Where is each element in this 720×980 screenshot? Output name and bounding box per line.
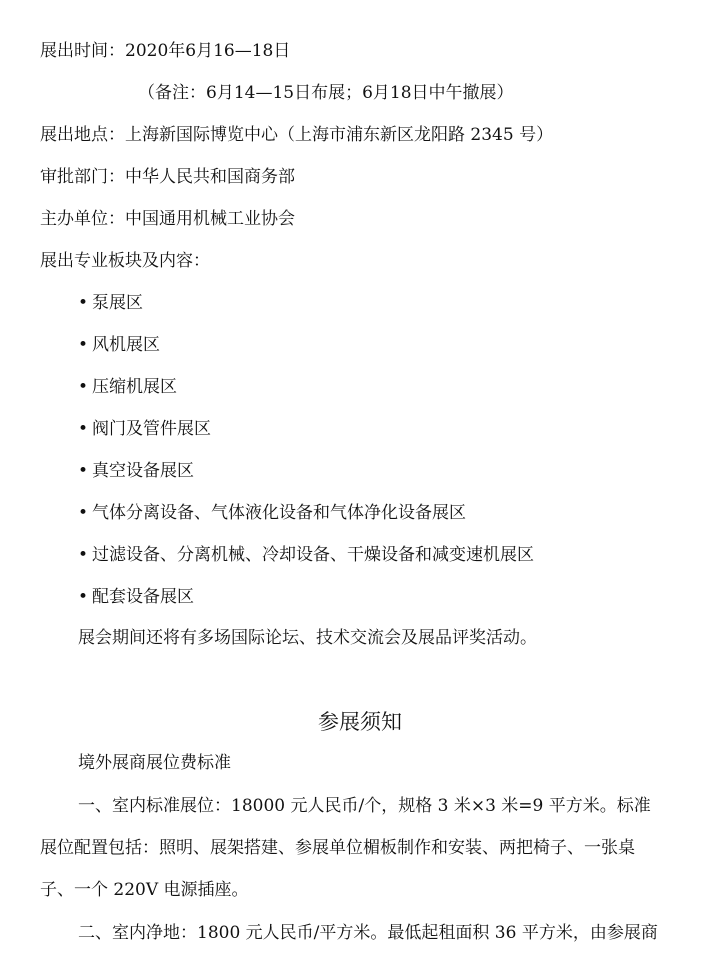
fee-paragraph-line: 子、一个 220V 电源插座。 (40, 880, 249, 900)
list-item (78, 544, 534, 566)
exhibition-venue-value: 上海新国际博览中心（上海市浦东新区龙阳路 2345 号） (125, 125, 554, 145)
bullet-icon: • (78, 461, 89, 481)
list-item (78, 502, 466, 524)
list-item-text: 阀门及管件展区 (92, 419, 211, 439)
list-item (78, 376, 177, 398)
list-item (78, 460, 194, 482)
fee-paragraph-line: 展位配置包括：照明、展架搭建、参展单位楣板制作和安装、两把椅子、一张桌 (40, 838, 635, 858)
fee-paragraph-line: 二、室内净地：1800 元人民币/平方米。最低起租面积 36 平方米，由参展商 (78, 923, 658, 943)
activities-note: 展会期间还将有多场国际论坛、技术交流会及展品评奖活动。 (78, 628, 537, 648)
setup-note: （备注：6月14—15日布展；6月18日中午撤展） (138, 83, 514, 103)
section-subtitle: 境外展商展位费标准 (78, 753, 231, 773)
approval-department (40, 166, 295, 188)
bullet-icon: • (78, 335, 89, 355)
list-item (78, 418, 211, 440)
list-item (78, 292, 143, 314)
fee-paragraph-line: 一、室内标准展位：18000 元人民币/个，规格 3 米×3 米=9 平方米。标准 (78, 796, 651, 816)
sections-heading: 展出专业板块及内容： (40, 251, 210, 271)
list-item-text: 过滤设备、分离机械、冷却设备、干燥设备和减变速机展区 (92, 545, 534, 565)
bullet-icon: • (78, 545, 89, 565)
exhibition-venue (40, 124, 553, 146)
list-item-text: 压缩机展区 (92, 377, 177, 397)
bullet-icon: • (78, 293, 89, 313)
organizer-label: 主办单位： (40, 209, 125, 229)
approval-department-label: 审批部门： (40, 167, 125, 187)
list-item (78, 334, 160, 356)
bullet-icon: • (78, 377, 89, 397)
exhibition-time-label: 展出时间： (40, 41, 125, 61)
organizer (40, 208, 295, 230)
exhibition-time-value: 2020年6月16—18日 (125, 41, 291, 61)
list-item-text: 配套设备展区 (92, 587, 194, 607)
list-item-text: 气体分离设备、气体液化设备和气体净化设备展区 (92, 503, 466, 523)
list-item (78, 586, 194, 608)
bullet-icon: • (78, 503, 89, 523)
approval-department-value: 中华人民共和国商务部 (125, 167, 295, 187)
exhibition-venue-label: 展出地点： (40, 125, 125, 145)
bullet-icon: • (78, 419, 89, 439)
list-item-text: 泵展区 (92, 293, 143, 313)
list-item-text: 风机展区 (92, 335, 160, 355)
exhibition-time (40, 40, 290, 62)
organizer-value: 中国通用机械工业协会 (125, 209, 295, 229)
bullet-icon: • (78, 587, 89, 607)
list-item-text: 真空设备展区 (92, 461, 194, 481)
section-title: 参展须知 (318, 710, 402, 734)
